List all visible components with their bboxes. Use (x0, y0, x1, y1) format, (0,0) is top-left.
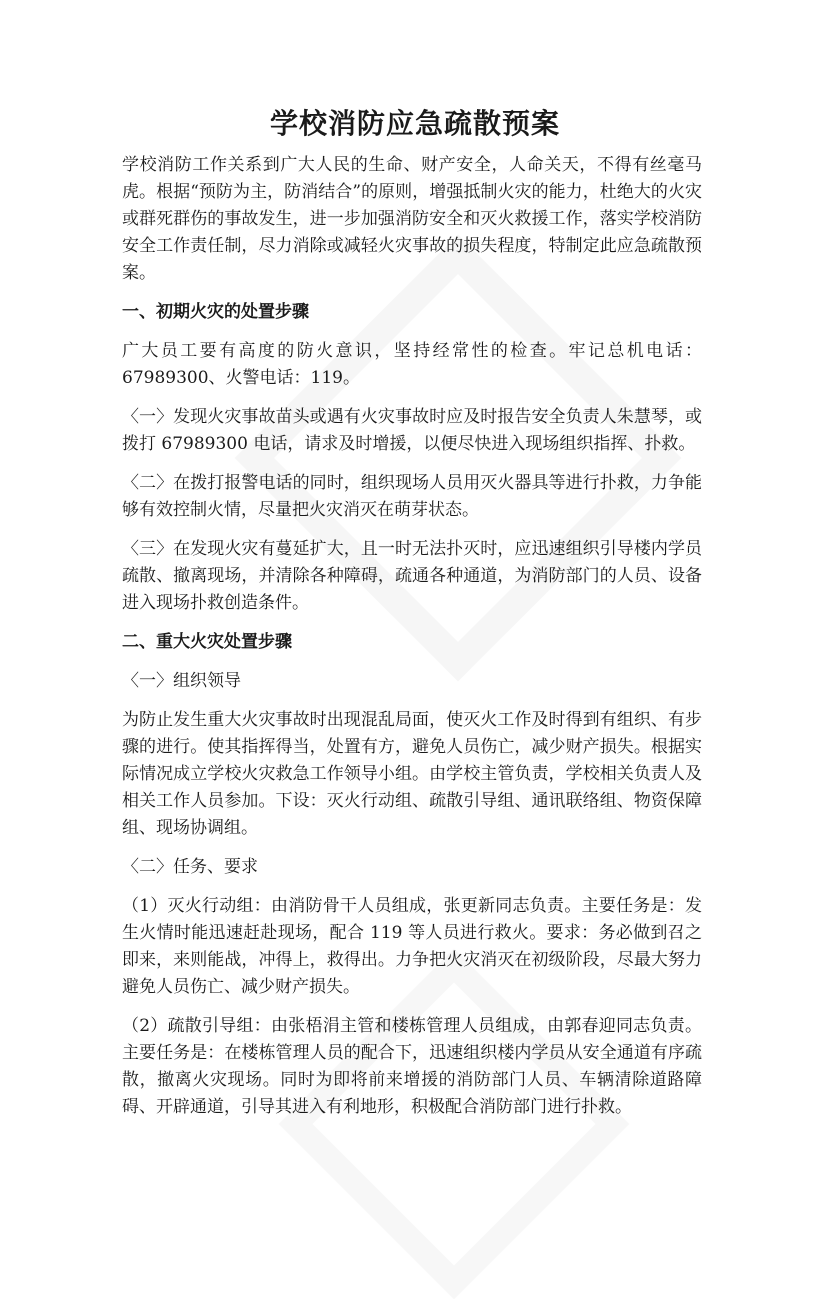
section-1-item-1: 〈一〉发现火灾事故苗头或遇有火灾事故时应及时报告安全负责人朱慧琴，或拨打 67989300 电话，请求及时增援，以便尽快进入现场组织指挥、扑救。 (122, 407, 702, 454)
section-1-item-3: 〈三〉在发现火灾有蔓延扩大，且一时无法扑灭时，应迅速组织引导楼内学员疏散、撤离现场，并清除各种障碍，疏通各种通道，为消防部门的人员、设备进入现场扑救创造条件。 (122, 539, 702, 613)
section-1-item-2: 〈二〉在拨打报警电话的同时，组织现场人员用灭火器具等进行扑救，力争能够有效控制火情，尽量把火灾消灭在萌芽状态。 (122, 473, 702, 520)
subsection-2-heading: 〈二〉任务、要求 (122, 857, 258, 877)
section-1-heading: 一、初期火灾的处置步骤 (122, 302, 309, 322)
subsection-1-heading: 〈一〉组织领导 (122, 671, 241, 691)
section-1-paragraph: 广大员工要有高度的防火意识，坚持经常性的检查。牢记总机电话：67989300、火警电话：119。 (122, 341, 702, 388)
task-item-2: （2）疏散引导组：由张梧涓主管和楼栋管理人员组成，由郭春迎同志负责。主要任务是：在楼栋管理人员的配合下，迅速组织楼内学员从安全通道有序疏散，撤离火灾现场。同时为即将前来增援的消防部门人员、车辆清除道路障碍、开辟通道，引导其进入有利地形，积极配合消防部门进行扑救。 (122, 1016, 702, 1117)
subsection-1-paragraph: 为防止发生重大火灾事故时出现混乱局面，使灭火工作及时得到有组织、有步骤的进行。使其指挥得当，处置有方，避免人员伤亡，减少财产损失。根据实际情况成立学校火灾救急工作领导小组。由学校主管负责，学校相关负责人及相关工作人员参加。下设：灭火行动组、疏散引导组、通讯联络组、物资保障组、现场协调组。 (122, 710, 702, 838)
task-item-1: （1）灭火行动组：由消防骨干人员组成，张更新同志负责。主要任务是：发生火情时能迅速赶赴现场，配合 119 等人员进行救火。要求：务必做到召之即来，来则能战，冲得上，救得出。力争把火灾消灭在初级阶段，尽最大努力避免人员伤亡、减少财产损失。 (122, 896, 702, 997)
section-2-heading: 二、重大火灾处置步骤 (122, 632, 292, 652)
document-title: 学校消防应急疏散预案 (269, 107, 560, 140)
intro-paragraph: 学校消防工作关系到广大人民的生命、财产安全，人命关天，不得有丝毫马虎。根据“预防为主，防消结合”的原则，增强抵制火灾的能力，杜绝大的火灾或群死群伤的事故发生，进一步加强消防安全和灭火救援工作，落实学校消防安全工作责任制，尽力消除或减轻火灾事故的损失程度，特制定此应急疏散预案。 (122, 155, 702, 283)
